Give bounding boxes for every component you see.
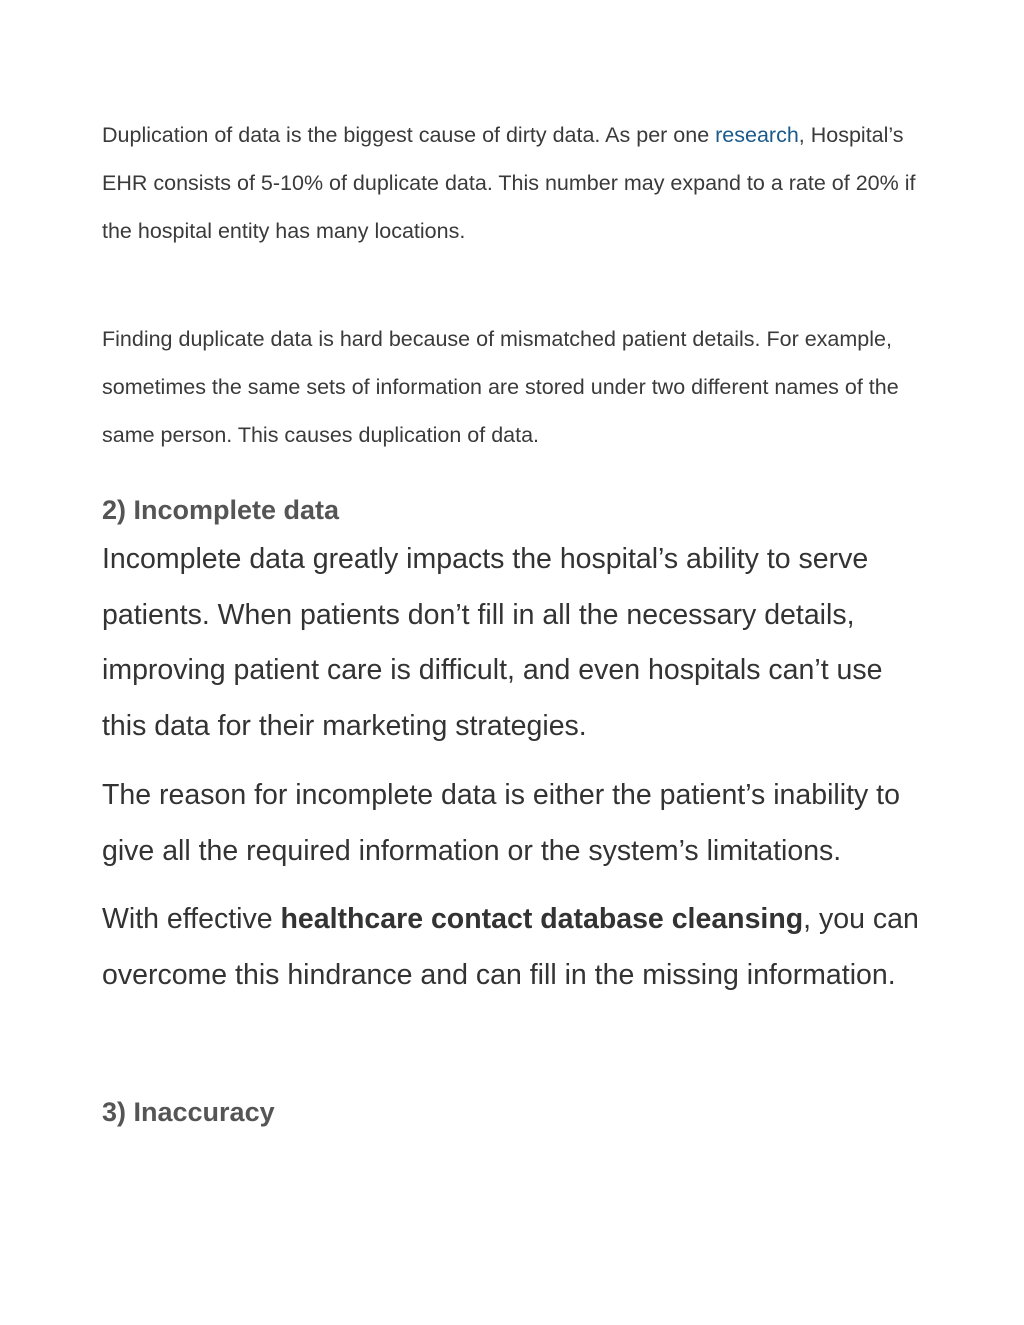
paragraph-text: With effective — [102, 903, 281, 935]
paragraph-finding-duplicates: Finding duplicate data is hard because of mismatched patient details. For example, sometimes the same sets of information are stored under two different names of the same person. This causes duplication of data. — [102, 327, 899, 447]
research-link[interactable]: research — [715, 123, 799, 147]
paragraph-text: Duplication of data is the biggest cause of dirty data. As per one — [102, 123, 716, 147]
paragraph-cleansing — [102, 892, 932, 1003]
paragraph-text: , you can overcome this hindrance and can fill in the missing information. — [102, 903, 919, 991]
bold-phrase: healthcare contact database cleansing — [280, 903, 804, 935]
paragraph-duplication-intro — [102, 111, 932, 255]
section-heading-inaccuracy: 3) Inaccuracy — [102, 1097, 275, 1127]
paragraph-text: , Hospital’s EHR consists of 5-10% of duplicate data. This number may expand to a rate of 20% if the hospital entity has many locations. — [102, 123, 916, 243]
section-heading-incomplete-data: 2) Incomplete data — [102, 495, 340, 525]
paragraph-incomplete-reason: The reason for incomplete data is either the patient’s inability to give all the required information or the system’s limitations. — [102, 779, 900, 867]
paragraph-incomplete-impact: Incomplete data greatly impacts the hospital’s ability to serve patients. When patients don’t fill in all the necessary details, improving patient care is difficult, and even hospitals can’t use this data for their marketing strategies. — [102, 543, 883, 742]
